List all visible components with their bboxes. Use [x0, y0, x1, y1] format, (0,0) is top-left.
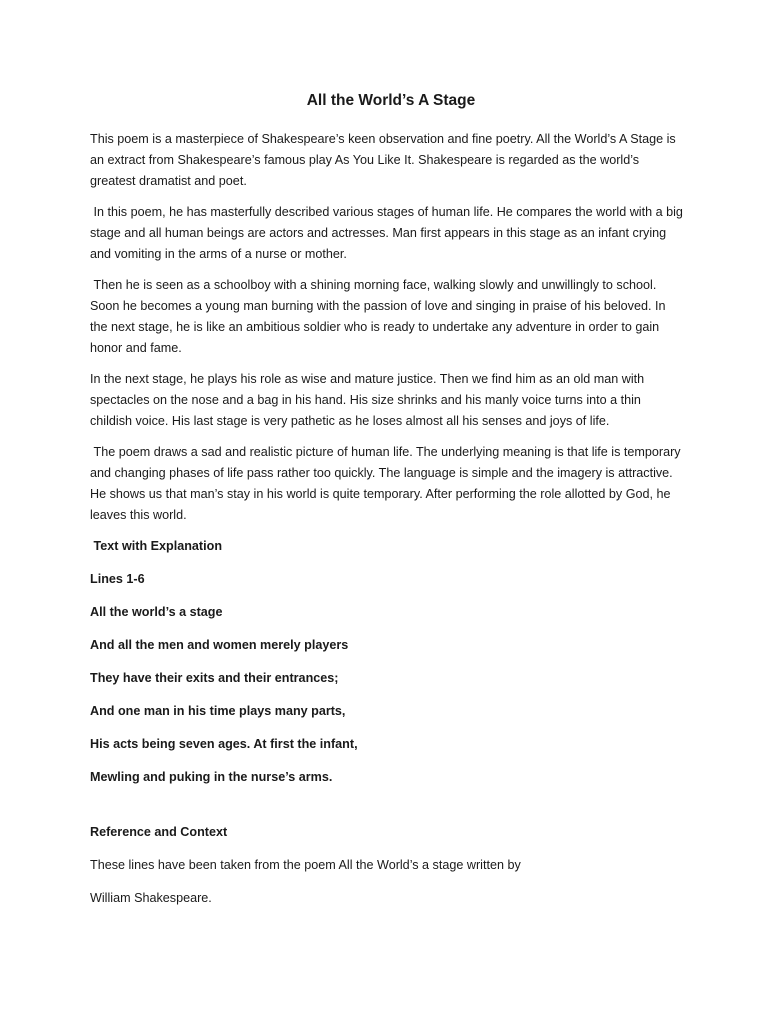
paragraph-conclusion: The poem draws a sad and realistic picture of human life. The underlying meaning is that life is temporary and changing phases of life pass rather too quickly. The language is simple and the imagery is attractive. He shows us that man’s stay in his world is quite temporary. After performing the role allotted by God, he leaves this world. [90, 445, 681, 522]
poem-line: And all the men and women merely players [90, 638, 349, 652]
paragraph-justice: In the next stage, he plays his role as wise and mature justice. Then we find him as an old man with spectacles on the nose and a bag in his hand. His size shrinks and his manly voice turns into a thin childish voice. His last stage is very pathetic as he loses almost all his senses and joys of life. [90, 372, 645, 428]
explanation-heading: Text with Explanation [93, 539, 223, 553]
reference-heading: Reference and Context [90, 825, 228, 839]
lines-label: Lines 1-6 [90, 572, 145, 586]
paragraph-intro: This poem is a masterpiece of Shakespeare’s keen observation and fine poetry. All the World’s A Stage is an extract from Shakespeare’s famous play As You Like It. Shakespeare is regarded as the world’s greatest dramatist and poet. [90, 132, 676, 188]
paragraph-stages: In this poem, he has masterfully described various stages of human life. He compares the world with a big stage and all human beings are actors and actresses. Man first appears in this stage as an infant crying and vomiting in the arms of a nurse or mother. [90, 205, 683, 261]
poem-line: His acts being seven ages. At first the infant, [90, 737, 358, 751]
poem-line: All the world’s a stage [90, 605, 223, 619]
document-title: All the World’s A Stage [306, 92, 476, 109]
poem-line: And one man in his time plays many parts, [90, 704, 346, 718]
reference-line: These lines have been taken from the poem All the World’s a stage written by [90, 858, 521, 872]
section-spacer [90, 800, 684, 822]
reference-line: William Shakespeare. [90, 891, 212, 905]
paragraph-schoolboy: Then he is seen as a schoolboy with a shining morning face, walking slowly and unwillingly to school. Soon he becomes a young man burning with the passion of love and singing in praise of his beloved. In the next stage, he is like an ambitious soldier who is ready to undertake any adventure in order to gain honor and fame. [90, 278, 666, 355]
poem-line: They have their exits and their entrances; [90, 671, 339, 685]
poem-line: Mewling and puking in the nurse’s arms. [90, 770, 333, 784]
